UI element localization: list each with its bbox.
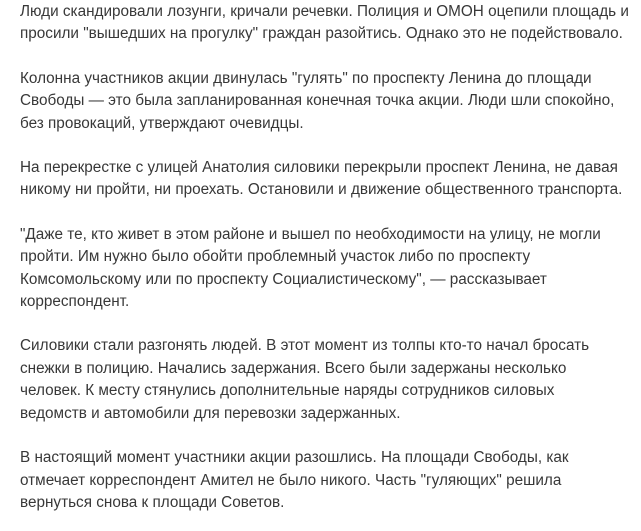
text-line: "Даже те, кто живет в этом районе и вышел по необходимости на улицу, не могли — [20, 225, 601, 243]
text-line: В настоящий момент участники акции разошлись. На площади Свободы, как — [20, 449, 569, 467]
text-line: пройти. Им нужно было обойти проблемный участок либо по проспекту — [20, 248, 531, 266]
text-line: На перекрестке с улицей Анатолия силовики перекрыли проспект Ленина, не давая — [20, 159, 618, 177]
paragraph-6 — [20, 447, 625, 514]
paragraph-2 — [20, 68, 625, 135]
text-line: отмечает корреспондент Амител не было никого. Часть "гуляющих" решила — [20, 471, 562, 489]
paragraph-5 — [20, 335, 625, 425]
paragraph-1 — [20, 1, 629, 46]
text-line: никому ни пройти, ни проехать. Остановили и движение общественного транспорта. — [20, 181, 623, 199]
text-line: Комсомольскому или по проспекту Социалистическому", — рассказывает — [20, 270, 547, 288]
text-line: Свободы — это была запланированная конечная точка акции. Люди шли спокойно, — [20, 92, 615, 110]
text-line: Силовики стали разгонять людей. В этот момент из толпы кто-то начал бросать — [20, 337, 590, 355]
text-line: корреспондент. — [20, 293, 130, 311]
text-line: человек. К месту стянулись дополнительные наряды сотрудников силовых — [20, 382, 555, 400]
paragraph-4-quote — [20, 224, 625, 314]
text-line: без провокаций, утверждают очевидцы. — [20, 114, 304, 132]
text-line: Колонна участников акции двинулась "гулять" по проспекту Ленина до площади — [20, 69, 592, 87]
text-line: ведомств и автомобили для перевозки задержанных. — [20, 404, 401, 422]
text-line: Люди скандировали лозунги, кричали речевки. Полиция и ОМОН оцепили площадь и — [20, 3, 629, 20]
text-line: просили "вышедших на прогулку" граждан разойтись. Однако это не подействовало. — [20, 25, 623, 43]
paragraph-3 — [20, 157, 625, 202]
text-line: снежки в полицию. Начались задержания. Всего были задержаны несколько — [20, 359, 567, 377]
text-line: вернуться снова к площади Советов. — [20, 493, 285, 511]
